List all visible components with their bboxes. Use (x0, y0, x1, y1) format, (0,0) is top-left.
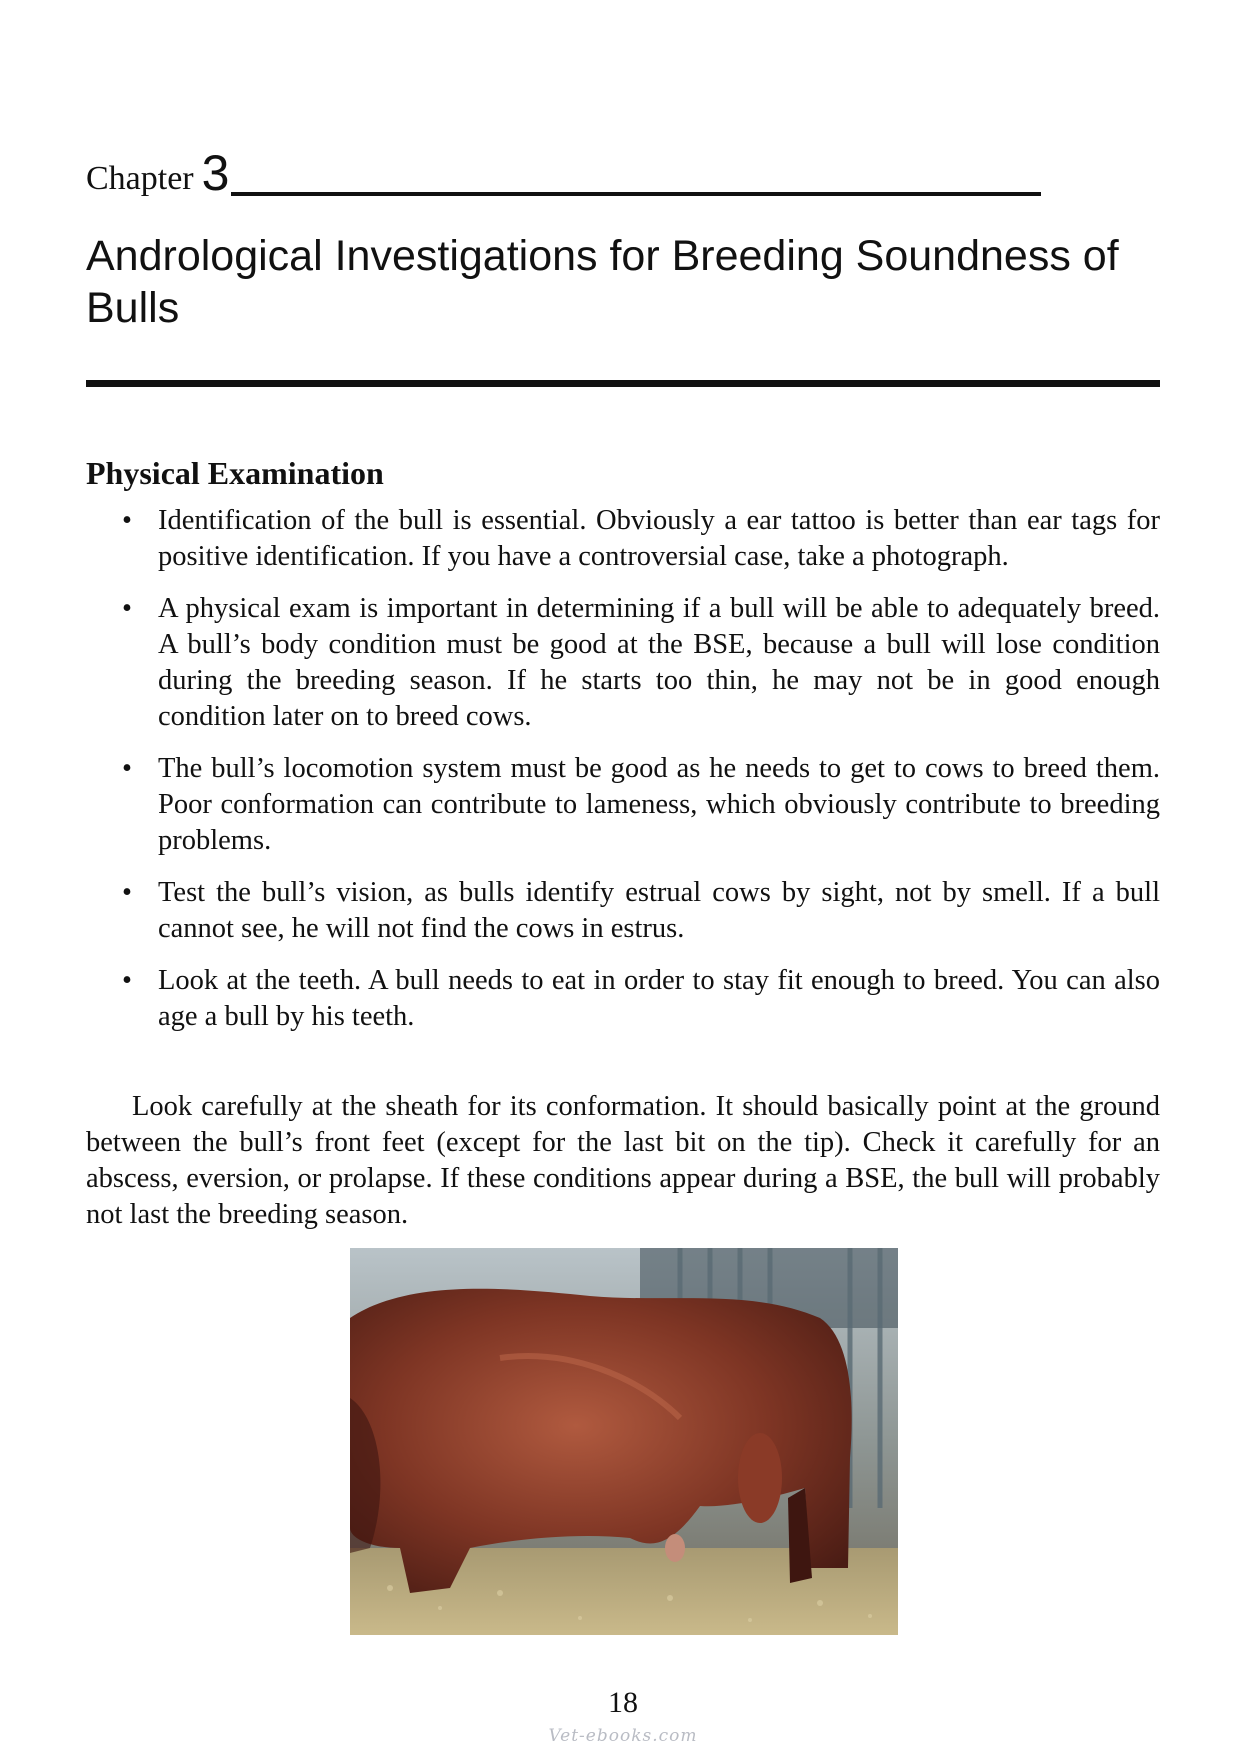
chapter-number: 3 (201, 145, 230, 201)
list-item-text: Identification of the bull is essential. Obviously a ear tattoo is better than ear tags for positive identification. If you have a controversial case, take a photograph. (158, 505, 1160, 572)
body-paragraph: Look carefully at the sheath for its conformation. It should basically point at the ground between the bull’s front feet (except for the last bit on the tip). Check it carefully for an abscess, eversion, or prolapse. If these conditions appear during a BSE, the bull will probably not last the breeding season. (86, 1091, 1160, 1230)
list-item (86, 591, 1160, 735)
list-item (86, 875, 1160, 947)
document-page (86, 0, 1160, 1754)
bullet-icon: • (122, 505, 132, 536)
chapter-header (86, 145, 1041, 201)
list-item (86, 503, 1160, 575)
bullet-icon: • (122, 877, 132, 908)
list-item-text: A physical exam is important in determining if a bull will be able to adequately breed. A bull’s body condition must be good at the BSE, because a bull will lose condition during the breeding season. If he starts too thin, he may not be in good enough condition later on to breed cows. (158, 593, 1160, 732)
list-item (86, 963, 1160, 1035)
bullet-list (86, 503, 1160, 1051)
watermark: Vet-ebooks.com (548, 1726, 698, 1746)
page-number: 18 (608, 1686, 638, 1719)
bull-photo (350, 1248, 898, 1635)
bullet-icon: • (122, 593, 132, 624)
bullet-icon: • (122, 965, 132, 996)
list-item-text: Look at the teeth. A bull needs to eat in order to stay fit enough to breed. You can also age a bull by his teeth. (158, 965, 1160, 1032)
section-heading: Physical Examination (86, 455, 384, 491)
list-item (86, 751, 1160, 859)
list-item-text: Test the bull’s vision, as bulls identify estrual cows by sight, not by smell. If a bull cannot see, he will not find the cows in estrus. (158, 877, 1160, 944)
chapter-underline (231, 192, 1041, 196)
chapter-title: Andrological Investigations for Breeding Soundness of Bulls (86, 232, 1119, 332)
list-item-text: The bull’s locomotion system must be good as he needs to get to cows to breed them. Poor conformation can contribute to lameness, which obviously contribute to breeding problems. (158, 753, 1160, 856)
chapter-label: Chapter (86, 160, 194, 197)
bullet-icon: • (122, 753, 132, 784)
title-divider (86, 380, 1160, 387)
